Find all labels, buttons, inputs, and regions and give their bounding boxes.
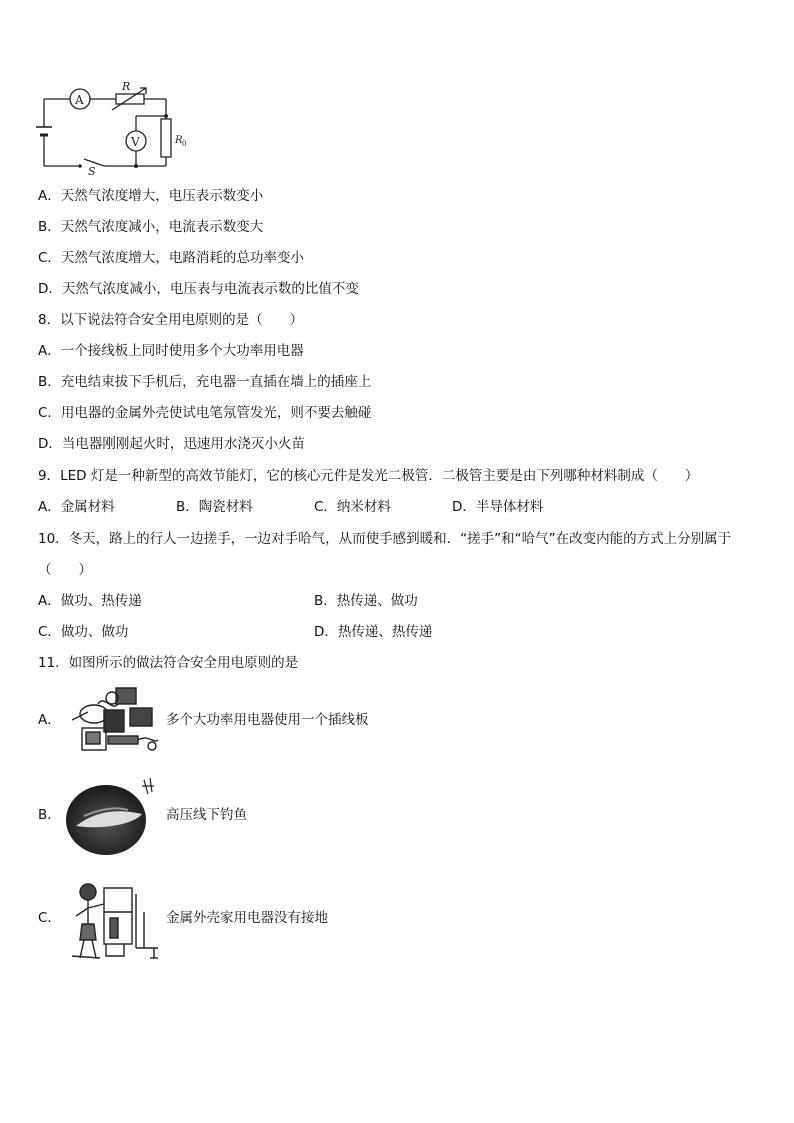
- q10-stem-line1: 10．冬天，路上的行人一边搓手，一边对手哈气，从而使手感到暖和．“搓手”和“哈气”在改变内能的方式上分别属于: [38, 531, 732, 547]
- q10-option-a: A．做功、热传递: [38, 593, 142, 609]
- fishing-under-power-line-illustration: [64, 776, 158, 858]
- ungrounded-appliance-illustration: [66, 878, 162, 962]
- q11-option-c-caption: 金属外壳家用电器没有接地: [166, 910, 328, 926]
- rheostat-label: R: [122, 80, 131, 93]
- q8-stem: 8．以下说法符合安全用电原则的是（ ）: [38, 312, 304, 328]
- q11-option-a-letter: A．: [38, 712, 61, 728]
- q8-option-a: A．一个接线板上同时使用多个大功率用电器: [38, 343, 304, 359]
- q8-option-b: B．充电结束拔下手机后，充电器一直插在墙上的插座上: [38, 374, 372, 390]
- q10-option-d: D．热传递、热传递: [314, 624, 433, 640]
- q11-stem: 11．如图所示的做法符合安全用电原则的是: [38, 655, 299, 671]
- q9-option-c: C．纳米材料: [314, 499, 391, 515]
- q8-option-c: C．用电器的金属外壳使试电笔氖管发光，则不要去触碰: [38, 405, 372, 421]
- q10-stem-line2: （ ）: [38, 562, 92, 578]
- ammeter-label: A: [75, 93, 84, 107]
- q8-option-d: D．当电器刚刚起火时，迅速用水浇灭小火苗: [38, 436, 305, 452]
- q10-option-c: C．做功、做功: [38, 624, 129, 640]
- sensor-label-sub: 0: [182, 140, 187, 148]
- sensor-label: R: [175, 135, 183, 146]
- switch-label: S: [88, 165, 96, 178]
- q9-option-b: B．陶瓷材料: [176, 499, 253, 515]
- q7-option-a: A．天然气浓度增大，电压表示数变小: [38, 188, 264, 204]
- q11-option-b-letter: B．: [38, 807, 61, 823]
- appliances-on-power-strip-illustration: [68, 684, 162, 756]
- voltmeter-label: V: [131, 135, 140, 149]
- q7-option-c: C．天然气浓度增大，电路消耗的总功率变小: [38, 250, 304, 266]
- q7-option-d: D．天然气浓度减小，电压表与电流表示数的比值不变: [38, 281, 359, 297]
- q9-option-d: D．半导体材料: [452, 499, 544, 515]
- q11-option-b-caption: 高压线下钓鱼: [166, 807, 247, 823]
- q7-option-b: B．天然气浓度减小，电流表示数变大: [38, 219, 264, 235]
- q11-option-c-letter: C．: [38, 910, 61, 926]
- q9-stem: 9．LED 灯是一种新型的高效节能灯，它的核心元件是发光二极管．二极管主要是由下列哪种材料制成（ ）: [38, 468, 699, 484]
- q9-option-a: A．金属材料: [38, 499, 115, 515]
- q10-option-b: B．热传递、做功: [314, 593, 418, 609]
- q11-option-a-caption: 多个大功率用电器使用一个插线板: [166, 712, 369, 728]
